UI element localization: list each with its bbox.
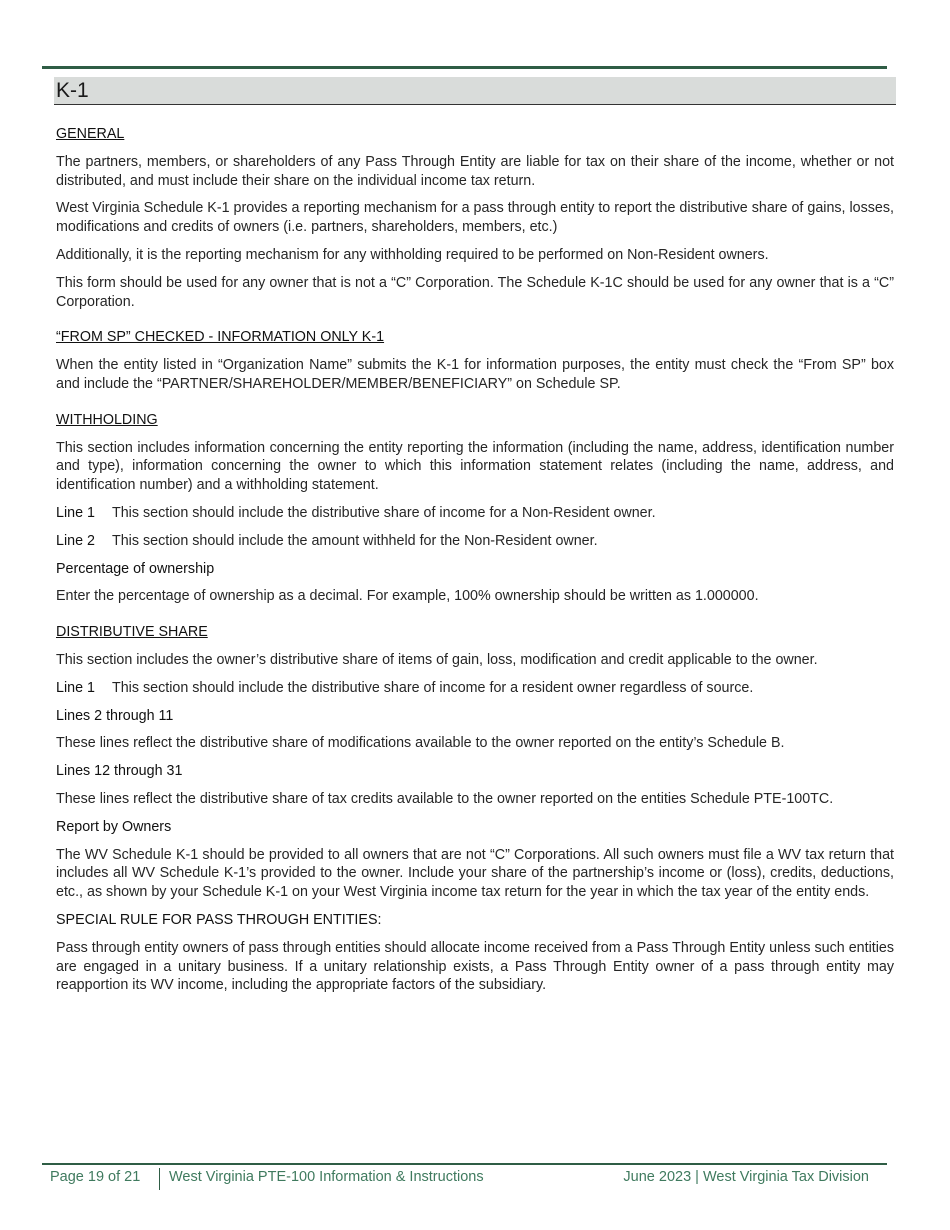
line-label: Line 2: [56, 532, 95, 549]
withholding-line-1: [56, 504, 894, 523]
withholding-paragraph: This section includes information concerning the entity reporting the information (including the name, address, identification number and type), information concerning the owner to which this information statement relates (including the name, address, and identification number) and a withholding statement.: [56, 439, 894, 494]
line-text: This section should include the amount withheld for the Non-Resident owner.: [112, 532, 598, 549]
special-rule-paragraph: Pass through entity owners of pass through entities should allocate income received from a Pass Through Entity unless such entities are engaged in a unitary business. If a unitary relationship exists, a Pass Through Entity owner of a pass through entity may reapportion its WV income, including the appropriate factors of the subsidiary.: [56, 939, 894, 994]
general-paragraph-2: West Virginia Schedule K-1 provides a reporting mechanism for a pass through entity to report the distributive share of gains, losses, modifications and credits of owners (i.e. partners, shareholders, members, etc.): [56, 200, 894, 236]
general-paragraph-4: This form should be used for any owner that is not a “C” Corporation. The Schedule K-1C should be used for any owner that is a “C” Corporation.: [56, 274, 894, 310]
lines-12-31-heading: Lines 12 through 31: [56, 763, 183, 780]
top-rule: [42, 66, 887, 69]
page-number: Page 19 of 21: [50, 1169, 141, 1185]
percentage-heading: Percentage of ownership: [56, 560, 215, 577]
footer-date-agency: June 2023 | West Virginia Tax Division: [623, 1169, 869, 1185]
general-paragraph-1: The partners, members, or shareholders of any Pass Through Entity are liable for tax on their share of the income, whether or not distributed, and must include their share on the individual income tax return.: [56, 153, 894, 189]
page-footer: [42, 1168, 887, 1190]
line-text: This section should include the distributive share of income for a Non-Resident owner.: [112, 504, 656, 521]
line-label: Line 1: [56, 679, 95, 696]
lines-2-11-text: These lines reflect the distributive share of modifications available to the owner reported on the entity’s Schedule B.: [56, 735, 785, 752]
report-by-owners-heading: Report by Owners: [56, 818, 172, 835]
distributive-paragraph: This section includes the owner’s distributive share of items of gain, loss, modification and credit applicable to the owner.: [56, 651, 818, 668]
document-title: West Virginia PTE-100 Information & Instructions: [169, 1169, 484, 1185]
distributive-heading: DISTRIBUTIVE SHARE: [56, 624, 208, 641]
footer-separator: [159, 1168, 160, 1190]
document-body: [56, 125, 894, 995]
line-text: This section should include the distributive share of income for a resident owner regardless of source.: [112, 679, 754, 696]
lines-2-11-heading: Lines 2 through 11: [56, 707, 174, 724]
report-by-owners-text: The WV Schedule K-1 should be provided to all owners that are not “C” Corporations. All such owners must file a WV tax return that includes all WV Schedule K-1’s provided to the owner. Include your share of the partnership’s income or (loss), credits, deductions, etc., as shown by your Schedule K-1 on your West Virginia income tax return for the year in which the tax year of the entity ends.: [56, 846, 894, 901]
from-sp-paragraph: When the entity listed in “Organization Name” submits the K-1 for information purposes, the entity must check the “From SP” box and include the “PARTNER/SHAREHOLDER/MEMBER/BENEFICIARY” on Schedule SP.: [56, 357, 894, 392]
footer-rule: [42, 1163, 887, 1165]
percentage-text: Enter the percentage of ownership as a decimal. For example, 100% ownership should be written as 1.000000.: [56, 588, 759, 605]
distributive-line-1: [56, 679, 894, 698]
special-rule-heading: SPECIAL RULE FOR PASS THROUGH ENTITIES:: [56, 911, 382, 928]
general-paragraph-3: Additionally, it is the reporting mechanism for any withholding required to be performed on Non-Resident owners.: [56, 246, 769, 263]
lines-12-31-text: These lines reflect the distributive share of tax credits available to the owner reported on the entities Schedule PTE-100TC.: [56, 790, 834, 807]
withholding-heading: WITHHOLDING: [56, 411, 158, 428]
line-label: Line 1: [56, 504, 95, 521]
general-heading: GENERAL: [56, 126, 125, 142]
section-title: K-1: [56, 79, 89, 102]
withholding-line-2: [56, 532, 894, 551]
section-header: [54, 77, 896, 105]
from-sp-heading: “FROM SP” CHECKED - INFORMATION ONLY K-1: [56, 329, 385, 346]
